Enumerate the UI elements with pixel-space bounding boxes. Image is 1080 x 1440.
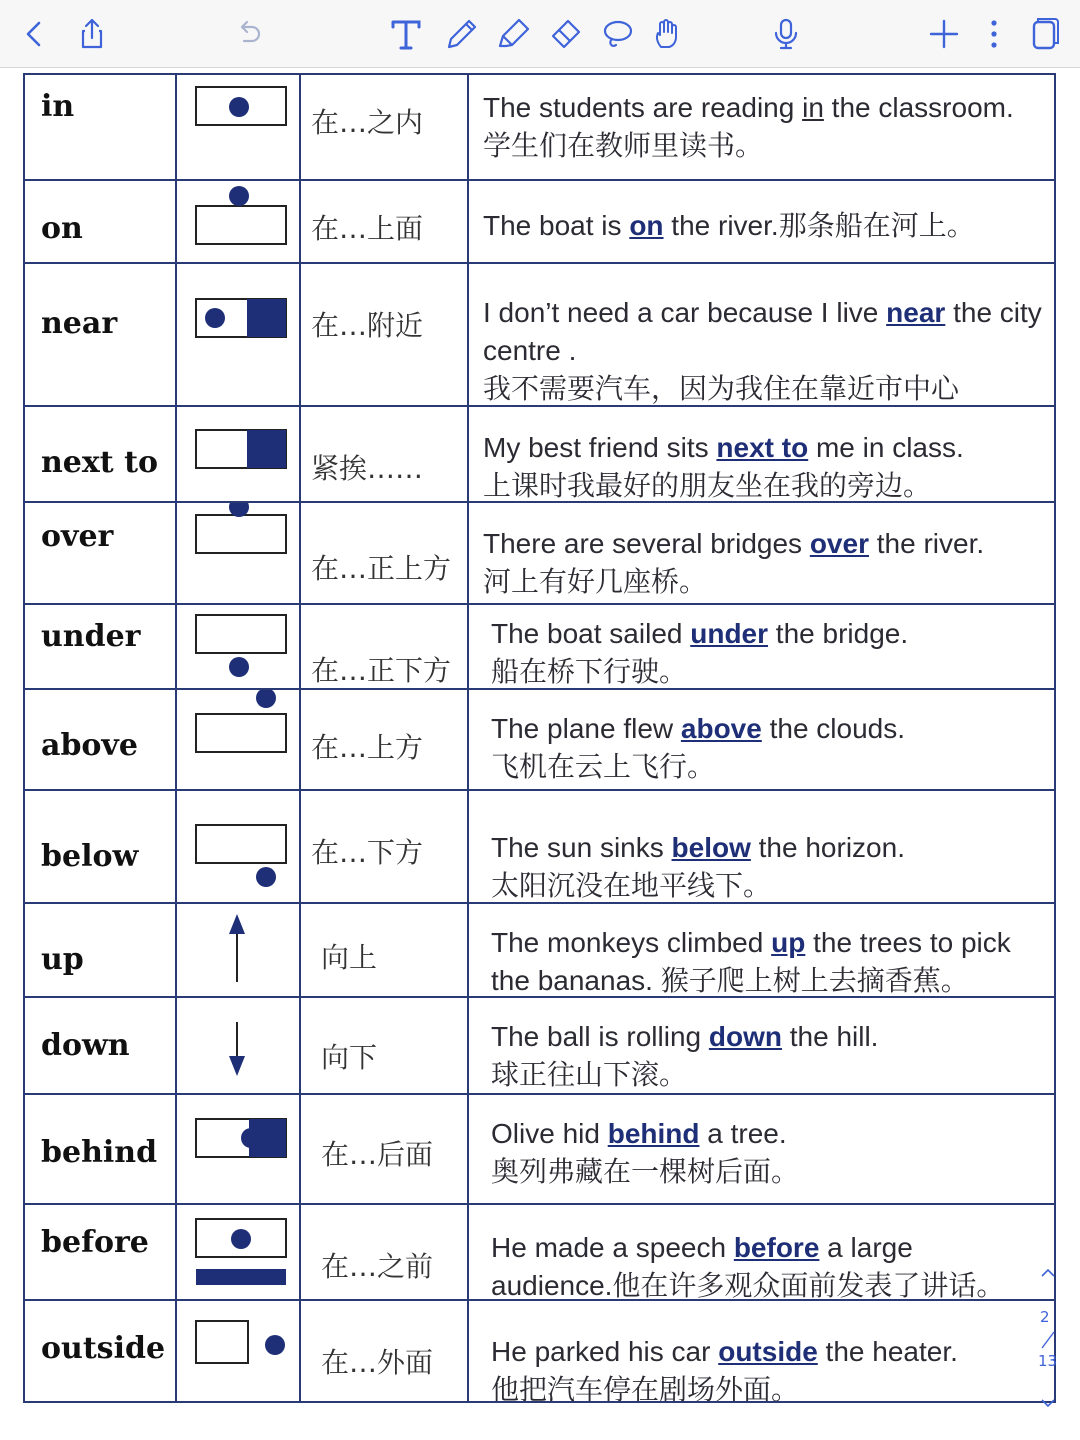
preposition-word: over <box>41 519 114 554</box>
dot-shape <box>229 186 249 206</box>
sentence-text: the bananas. 猴子爬上树上去摘香蕉。 <box>491 965 969 996</box>
highlighted-preposition: above <box>680 713 762 744</box>
highlighted-preposition: on <box>629 210 664 241</box>
sentence-text: the trees to pick <box>805 927 1011 958</box>
highlighted-preposition: in <box>802 92 824 123</box>
preposition-word: in <box>41 89 75 124</box>
preposition-word: before <box>41 1225 149 1260</box>
dot-shape <box>256 867 276 887</box>
box-shape <box>196 515 286 553</box>
table-row <box>25 605 1054 690</box>
diagram-cell <box>177 264 301 405</box>
example-sentence <box>483 89 1056 165</box>
example-cell <box>469 998 1056 1093</box>
sentence-text: the classroom. <box>823 92 1014 123</box>
example-cell <box>469 503 1056 603</box>
sentence-text: 太阳沉没在地平线下。 <box>491 870 772 901</box>
word-cell <box>25 264 177 405</box>
diagram-cell <box>177 407 301 501</box>
position-diagram <box>177 1205 301 1299</box>
table-row <box>25 791 1054 904</box>
table-row <box>25 181 1054 264</box>
table-row <box>25 407 1054 503</box>
chinese-meaning: 在…上面 <box>311 212 424 245</box>
sentence-text: the horizon. <box>750 832 905 863</box>
preposition-word: under <box>41 619 141 654</box>
position-diagram <box>177 605 301 688</box>
diagram-cell <box>177 998 301 1093</box>
sentence-text: 船在桥下行驶。 <box>491 656 688 687</box>
page-indicator[interactable] <box>1034 1260 1064 1410</box>
dot-shape <box>229 97 249 117</box>
meaning-cell <box>301 1095 469 1203</box>
bar-shape <box>196 1269 286 1285</box>
chinese-meaning: 在…正上方 <box>311 552 452 585</box>
sentence-text: Olive hid <box>491 1118 608 1149</box>
word-cell <box>25 181 177 262</box>
page-total: 13 <box>1038 1352 1058 1370</box>
word-cell <box>25 1301 177 1401</box>
dot-shape <box>229 657 249 677</box>
prepositions-table <box>23 73 1056 1403</box>
position-diagram <box>177 791 301 902</box>
dot-shape <box>265 1335 285 1355</box>
sentence-text: me in class. <box>808 432 964 463</box>
highlighted-preposition: below <box>671 832 751 863</box>
sentence-text: audience.他在许多观众面前发表了讲话。 <box>491 1270 1005 1299</box>
highlighted-preposition: next to <box>716 432 809 463</box>
page-current: 2 <box>1040 1308 1050 1326</box>
chinese-meaning: 在…后面 <box>321 1138 434 1171</box>
highlighted-preposition: under <box>690 618 769 649</box>
sentence-text: The monkeys climbed <box>491 927 772 958</box>
highlighter-icon[interactable] <box>494 14 534 54</box>
highlighted-preposition: before <box>733 1232 820 1263</box>
example-sentence <box>491 1018 1056 1093</box>
table-row <box>25 503 1054 605</box>
table-row <box>25 1205 1054 1301</box>
sentence-text: the heater. <box>817 1336 958 1367</box>
example-cell <box>469 904 1056 996</box>
sentence-text: the bridge. <box>768 618 909 649</box>
text-tool-icon[interactable] <box>386 14 426 54</box>
box-shape <box>196 1321 248 1363</box>
sentence-text: the city centre . <box>483 297 1042 366</box>
pen-icon[interactable] <box>442 14 482 54</box>
example-sentence <box>491 829 1056 902</box>
sentence-text: 他把汽车停在剧场外面。 <box>491 1374 800 1401</box>
block-shape <box>247 299 286 337</box>
sentence-text: I don’t need a car because I live <box>483 297 887 328</box>
chinese-meaning: 在…附近 <box>311 309 424 342</box>
sentence-text: He parked his car <box>491 1336 719 1367</box>
word-cell <box>25 407 177 501</box>
diagram-cell <box>177 75 301 179</box>
chinese-meaning: 在…下方 <box>311 836 424 869</box>
example-cell <box>469 1095 1056 1203</box>
word-cell <box>25 690 177 789</box>
chinese-meaning: 紧挨…… <box>311 452 424 485</box>
sentence-text: He made a speech <box>491 1232 734 1263</box>
add-icon[interactable] <box>924 14 964 54</box>
sentence-text: the river.那条船在河上。 <box>663 210 975 241</box>
example-cell <box>469 264 1056 405</box>
word-cell <box>25 791 177 902</box>
position-diagram <box>177 75 301 179</box>
diagram-cell <box>177 605 301 688</box>
preposition-word: near <box>41 306 118 341</box>
example-sentence <box>483 429 1056 501</box>
chinese-meaning: 在…上方 <box>311 731 424 764</box>
sentence-text: 河上有好几座桥。 <box>483 566 708 597</box>
sentence-text: My best friend sits <box>483 432 717 463</box>
example-sentence <box>491 615 1056 688</box>
diagram-cell <box>177 690 301 789</box>
example-sentence <box>483 207 1056 245</box>
sentence-text: 球正往山下滚。 <box>491 1059 688 1090</box>
sentence-text: The ball is rolling <box>491 1021 709 1052</box>
down-arrow-head <box>229 1056 245 1076</box>
meaning-cell <box>301 998 469 1093</box>
word-cell <box>25 1205 177 1299</box>
meaning-cell <box>301 1301 469 1401</box>
sentence-text: There are several bridges <box>483 528 810 559</box>
word-cell <box>25 75 177 179</box>
meaning-cell <box>301 503 469 603</box>
block-shape <box>249 1119 286 1157</box>
microphone-icon[interactable] <box>766 14 806 54</box>
chinese-meaning: 在…正下方 <box>311 654 452 687</box>
example-sentence <box>491 710 1056 786</box>
example-cell <box>469 181 1056 262</box>
word-cell <box>25 503 177 603</box>
diagram-cell <box>177 181 301 262</box>
sentence-text: The students are reading <box>483 92 803 123</box>
table-row <box>25 904 1054 998</box>
word-cell <box>25 904 177 996</box>
highlighted-preposition: down <box>708 1021 782 1052</box>
meaning-cell <box>301 904 469 996</box>
position-diagram <box>177 503 301 603</box>
meaning-cell <box>301 605 469 688</box>
preposition-word: above <box>41 728 138 763</box>
diagram-cell <box>177 1301 301 1401</box>
sentence-text: the river. <box>868 528 985 559</box>
sentence-text: 学生们在教师里读书。 <box>483 130 764 161</box>
word-cell <box>25 1095 177 1203</box>
meaning-cell <box>301 407 469 501</box>
meaning-cell <box>301 181 469 262</box>
hand-tool-icon[interactable] <box>648 14 688 54</box>
word-cell <box>25 998 177 1093</box>
meaning-cell <box>301 75 469 179</box>
share-icon[interactable] <box>72 14 112 54</box>
block-shape <box>247 430 286 468</box>
table-row <box>25 1095 1054 1205</box>
example-cell <box>469 791 1056 902</box>
example-sentence <box>483 294 1056 405</box>
meaning-cell <box>301 1205 469 1299</box>
chinese-meaning: 在…之前 <box>321 1250 434 1283</box>
preposition-word: below <box>41 839 139 874</box>
table-row <box>25 75 1054 181</box>
preposition-word: up <box>41 942 84 977</box>
preposition-word: down <box>41 1028 130 1063</box>
preposition-word: on <box>41 211 83 246</box>
example-cell <box>469 690 1056 789</box>
diagram-cell <box>177 1095 301 1203</box>
table-row <box>25 264 1054 407</box>
eraser-icon[interactable] <box>545 14 585 54</box>
example-cell <box>469 1301 1056 1401</box>
table-row <box>25 690 1054 791</box>
example-sentence <box>483 525 1056 601</box>
diagram-cell <box>177 791 301 902</box>
dot-shape <box>205 308 225 328</box>
position-diagram <box>177 904 301 996</box>
box-shape <box>196 714 286 752</box>
preposition-word: next to <box>41 445 158 480</box>
sentence-text: a large <box>819 1232 913 1263</box>
back-icon[interactable] <box>14 14 54 54</box>
highlighted-preposition: over <box>809 528 869 559</box>
sentence-text: the hill. <box>781 1021 879 1052</box>
sentence-text: The sun sinks <box>491 832 672 863</box>
highlighted-preposition: outside <box>718 1336 818 1367</box>
diagram-cell <box>177 503 301 603</box>
position-diagram <box>177 181 301 262</box>
example-cell <box>469 605 1056 688</box>
example-sentence <box>491 924 1056 996</box>
sentence-text: 飞机在云上飞行。 <box>491 751 716 782</box>
highlighted-preposition: near <box>886 297 946 328</box>
sentence-text: 我不需要汽车，因为我住在靠近市中心 <box>483 373 960 404</box>
sentence-text: The boat sailed <box>491 618 691 649</box>
chinese-meaning: 在…之内 <box>311 106 424 139</box>
up-arrow-head <box>229 914 245 934</box>
dot-shape <box>256 690 276 708</box>
box-shape <box>196 206 286 244</box>
preposition-word: behind <box>41 1135 158 1170</box>
sentence-text: a tree. <box>699 1118 787 1149</box>
position-diagram <box>177 1095 301 1203</box>
position-diagram <box>177 1301 301 1401</box>
example-cell <box>469 1205 1056 1299</box>
table-row <box>25 1301 1054 1401</box>
sentence-text: The plane flew <box>491 713 681 744</box>
position-diagram <box>177 407 301 501</box>
sentence-text: the clouds. <box>761 713 906 744</box>
position-diagram <box>177 998 301 1093</box>
preposition-word: outside <box>41 1331 166 1366</box>
example-sentence <box>491 1229 1056 1299</box>
position-diagram <box>177 690 301 789</box>
pages-icon[interactable] <box>1024 14 1064 54</box>
table-row <box>25 998 1054 1095</box>
sentence-text: 奥列弗藏在一棵树后面。 <box>491 1156 800 1187</box>
meaning-cell <box>301 690 469 789</box>
diagram-cell <box>177 1205 301 1299</box>
highlighted-preposition: behind <box>607 1118 700 1149</box>
chinese-meaning: 在…外面 <box>321 1346 434 1379</box>
word-cell <box>25 605 177 688</box>
example-sentence <box>491 1333 1056 1401</box>
example-cell <box>469 407 1056 501</box>
more-icon[interactable] <box>974 14 1014 54</box>
dot-shape <box>231 1229 251 1249</box>
chinese-meaning: 向下 <box>321 1041 378 1074</box>
chinese-meaning: 向上 <box>321 941 378 974</box>
sentence-text: 上课时我最好的朋友坐在我的旁边。 <box>483 470 932 501</box>
highlighted-preposition: up <box>771 927 806 958</box>
meaning-cell <box>301 791 469 902</box>
example-sentence <box>491 1115 1056 1191</box>
sentence-text: The boat is <box>483 210 630 241</box>
undo-icon[interactable] <box>229 14 269 54</box>
diagram-cell <box>177 904 301 996</box>
lasso-icon[interactable] <box>597 14 637 54</box>
position-diagram <box>177 264 301 405</box>
box-shape <box>196 615 286 653</box>
toolbar <box>0 0 1080 68</box>
meaning-cell <box>301 264 469 405</box>
box-shape <box>196 825 286 863</box>
example-cell <box>469 75 1056 179</box>
